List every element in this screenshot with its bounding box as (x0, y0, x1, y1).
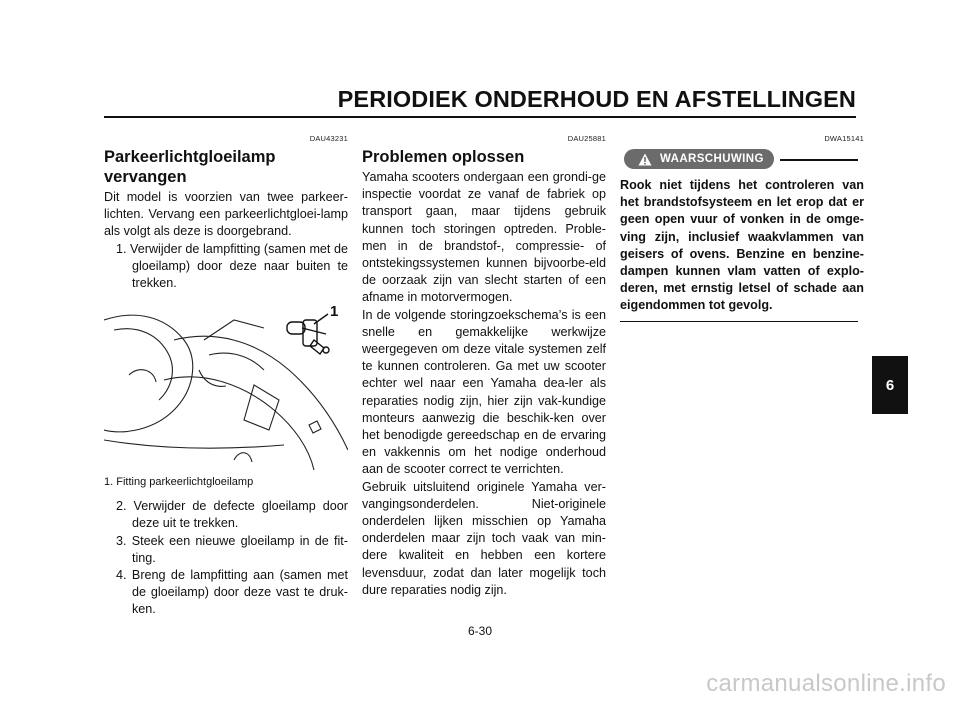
intro-paragraph: Dit model is voorzien van twee parkeer-lichten. Vervang een parkeerlichtgloei-lamp als volgt als deze is doorgebrand. (104, 190, 348, 239)
step-1: 1. Verwijder de lampfitting (samen met de gloeilamp) door deze naar buiten te trekken. (116, 241, 348, 291)
paragraph-1: Yamaha scooters ondergaan een grondi-ge inspectie voordat ze vanaf de fabriek op transport gaan, maar tijdens gebruik kunnen toch storingen optreden. Proble-men in de brandstof-, compressie- of ontstekingssystemen kunnen bijvoorbe-eld de oorzaak zijn van slecht starten of een afname in motorvermogen. (362, 170, 606, 305)
step-4: 4. Breng de lampfitting aan (samen met de gloeilamp) door deze vast te druk-ken. (116, 568, 348, 617)
page-header-title: PERIODIEK ONDERHOUD EN AFSTELLINGEN (337, 86, 856, 112)
doc-code: DAU43231 (309, 134, 348, 143)
warning-triangle-icon (638, 153, 652, 166)
doc-code: DAU25881 (567, 134, 606, 143)
figure-caption: 1. Fitting parkeerlichtgloeilamp (104, 476, 254, 489)
header-rule (104, 116, 856, 118)
warning-label: WAARSCHUWING (660, 153, 764, 165)
paragraph-2: In de volgende storingzoekschema’s is een snelle en gemakkelijke werkwijze weergegeven om deze vitale systemen zelf te kunnen controleren. Ga met uw scooter echter wel naar een Yamaha dea-ler als reparaties nodig zijn, hier zijn vak-kundige monteurs aanwezig die beschik-ken over het benodigde gereedschap en de ervaring en vakkennis om het nodige onderhoud aan de scooter correct te verrichten. (362, 307, 606, 477)
doc-code: DWA15141 (824, 134, 864, 143)
warning-header (620, 143, 864, 173)
warning-bottom-rule (620, 321, 858, 323)
section-heading: Parkeerlichtgloeilamp vervangen (104, 148, 276, 186)
column-parking-light (104, 134, 348, 619)
bulb-fitting-illustration (104, 300, 348, 470)
warning-header-rule (780, 159, 858, 161)
warning-badge (624, 149, 774, 169)
section-heading: Problemen oplossen (362, 148, 525, 166)
page-number: 6-30 (467, 624, 493, 638)
warning-text: Rook niet tijdens het controleren van het brandstofsysteem en let erop dat er geen open vuur of vonken in de omge-ving zijn, inclusief waakvlammen van geisers of ovens. Benzine en benzine-dampen kunnen vlam vatten of explo-deren, met ernstig letsel of schade aan eigendommen tot gevolg. (620, 178, 864, 313)
figure-callout: 1 (330, 303, 339, 321)
parking-light-figure (104, 300, 348, 470)
watermark: carmanualsonline.info (706, 670, 946, 697)
chapter-tab: 6 (872, 356, 908, 414)
step-2: 2. Verwijder de defecte gloeilamp door deze uit te trekken. (116, 499, 348, 531)
column-warning (620, 134, 864, 322)
paragraph-3: Gebruik uitsluitend originele Yamaha ver-vangingsonderdelen. Niet-originele onderdelen lijken misschien op Yamaha onderdelen maar zijn toch vaak van min-dere kwaliteit en hebben een kortere levensduur, zodat dan later mogelijk toch dure reparaties nodig zijn. (362, 479, 606, 597)
column-troubleshooting (362, 134, 606, 599)
step-3: 3. Steek een nieuwe gloeilamp in de fit-ting. (116, 533, 348, 565)
